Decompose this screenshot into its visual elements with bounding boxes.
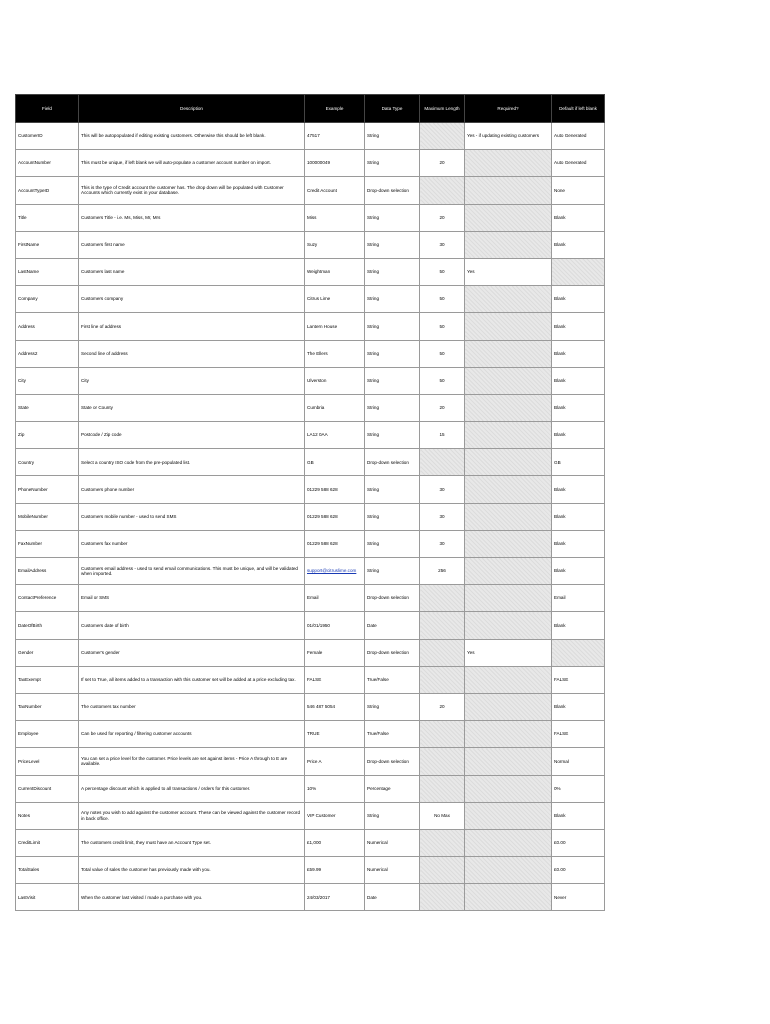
- field-cell: CreditLimit: [16, 829, 79, 856]
- table-row: [16, 449, 605, 476]
- field-cell: Zip: [16, 422, 79, 449]
- max-length-cell: 256: [420, 558, 465, 585]
- description-cell: The customers credit limit, they must have an Account Type set.: [79, 829, 305, 856]
- table-row: [16, 150, 605, 177]
- required-cell: [465, 748, 552, 775]
- required-cell: [465, 449, 552, 476]
- table-row: [16, 476, 605, 503]
- required-cell: Yes: [465, 639, 552, 666]
- table-row: [16, 177, 605, 204]
- description-cell: The customers tax number: [79, 693, 305, 720]
- description-cell: When the customer last visited / made a purchase with you.: [79, 884, 305, 911]
- description-cell: Customers mobile number - used to send SMS: [79, 503, 305, 530]
- header-maximum-length: Maximum Length: [420, 95, 465, 123]
- example-cell: 100000049: [305, 150, 365, 177]
- max-length-cell: [420, 585, 465, 612]
- field-cell: Employee: [16, 721, 79, 748]
- default-cell: Blank: [552, 530, 605, 557]
- max-length-cell: [420, 177, 465, 204]
- example-cell: TRUE: [305, 721, 365, 748]
- description-cell: Customers fax number: [79, 530, 305, 557]
- example-cell: [305, 558, 365, 585]
- max-length-cell: [420, 775, 465, 802]
- max-length-cell: [420, 857, 465, 884]
- max-length-cell: No Max: [420, 802, 465, 829]
- table-row: [16, 558, 605, 585]
- max-length-cell: 20: [420, 394, 465, 421]
- description-cell: Customers last name: [79, 258, 305, 285]
- data-type-cell: Date: [365, 884, 420, 911]
- description-cell: Customers email address - used to send email communications. This must be unique, and will be validated when imported.: [79, 558, 305, 585]
- max-length-cell: 20: [420, 150, 465, 177]
- max-length-cell: 50: [420, 286, 465, 313]
- required-cell: [465, 340, 552, 367]
- table-row: [16, 802, 605, 829]
- example-cell: Cumbria: [305, 394, 365, 421]
- default-cell: GB: [552, 449, 605, 476]
- default-cell: Blank: [552, 422, 605, 449]
- table-row: [16, 394, 605, 421]
- field-cell: LastVisit: [16, 884, 79, 911]
- data-type-cell: String: [365, 558, 420, 585]
- required-cell: [465, 286, 552, 313]
- data-type-cell: Drop-down selection: [365, 639, 420, 666]
- required-cell: [465, 829, 552, 856]
- max-length-cell: [420, 639, 465, 666]
- example-cell: 546 487 5054: [305, 693, 365, 720]
- required-cell: Yes: [465, 258, 552, 285]
- example-cell: FALSE: [305, 666, 365, 693]
- example-cell: LA12 0AA: [305, 422, 365, 449]
- description-cell: City: [79, 367, 305, 394]
- example-cell: 01/01/1950: [305, 612, 365, 639]
- description-cell: Customers Title - i.e. Ms, Miss, Mr, Mrs: [79, 204, 305, 231]
- table-row: [16, 503, 605, 530]
- max-length-cell: 30: [420, 503, 465, 530]
- field-cell: ContactPreference: [16, 585, 79, 612]
- header-row: [16, 95, 605, 123]
- example-cell: 24/03/2017: [305, 884, 365, 911]
- max-length-cell: 50: [420, 313, 465, 340]
- default-cell: Blank: [552, 503, 605, 530]
- description-cell: Postcode / Zip code: [79, 422, 305, 449]
- required-cell: [465, 857, 552, 884]
- description-cell: Can be used for reporting / filtering customer accounts: [79, 721, 305, 748]
- example-cell: 01229 588 628: [305, 476, 365, 503]
- description-cell: Customer's gender: [79, 639, 305, 666]
- field-cell: LastName: [16, 258, 79, 285]
- required-cell: [465, 721, 552, 748]
- field-cell: AccountTypeID: [16, 177, 79, 204]
- data-type-cell: String: [365, 422, 420, 449]
- required-cell: [465, 204, 552, 231]
- field-cell: PhoneNumber: [16, 476, 79, 503]
- max-length-cell: 30: [420, 231, 465, 258]
- default-cell: Auto Generated: [552, 123, 605, 150]
- field-cell: PriceLevel: [16, 748, 79, 775]
- required-cell: [465, 313, 552, 340]
- max-length-cell: 50: [420, 367, 465, 394]
- description-cell: Customers company: [79, 286, 305, 313]
- data-type-cell: String: [365, 258, 420, 285]
- field-cell: Company: [16, 286, 79, 313]
- max-length-cell: [420, 829, 465, 856]
- default-cell: Blank: [552, 340, 605, 367]
- default-cell: [552, 639, 605, 666]
- table-row: [16, 857, 605, 884]
- description-cell: If set to True, all items added to a transaction with this customer set will be added at a price excluding tax.: [79, 666, 305, 693]
- required-cell: [465, 666, 552, 693]
- default-cell: Blank: [552, 204, 605, 231]
- required-cell: [465, 150, 552, 177]
- field-cell: TaxExempt: [16, 666, 79, 693]
- default-cell: FALSE: [552, 721, 605, 748]
- header-data-type: Data Type: [365, 95, 420, 123]
- required-cell: [465, 503, 552, 530]
- max-length-cell: [420, 666, 465, 693]
- header-description: Description: [79, 95, 305, 123]
- required-cell: [465, 476, 552, 503]
- max-length-cell: [420, 612, 465, 639]
- default-cell: Blank: [552, 612, 605, 639]
- field-cell: EmailAddress: [16, 558, 79, 585]
- data-type-cell: String: [365, 802, 420, 829]
- required-cell: [465, 884, 552, 911]
- description-cell: Email or SMS: [79, 585, 305, 612]
- default-cell: Email: [552, 585, 605, 612]
- header-required: Required?: [465, 95, 552, 123]
- table-row: [16, 422, 605, 449]
- header-example: Example: [305, 95, 365, 123]
- default-cell: 0%: [552, 775, 605, 802]
- required-cell: [465, 612, 552, 639]
- description-cell: Customers phone number: [79, 476, 305, 503]
- example-cell: Weightman: [305, 258, 365, 285]
- email-link[interactable]: support@citruslime.com: [307, 568, 357, 574]
- required-cell: [465, 394, 552, 421]
- example-cell: Miss: [305, 204, 365, 231]
- example-cell: Email: [305, 585, 365, 612]
- table-row: [16, 639, 605, 666]
- data-type-cell: Drop-down selection: [365, 585, 420, 612]
- example-cell: The Ellers: [305, 340, 365, 367]
- data-type-cell: String: [365, 204, 420, 231]
- max-length-cell: [420, 748, 465, 775]
- table-row: [16, 693, 605, 720]
- table-row: [16, 829, 605, 856]
- default-cell: £0.00: [552, 829, 605, 856]
- field-cell: Address: [16, 313, 79, 340]
- max-length-cell: 20: [420, 693, 465, 720]
- field-cell: CurrentDiscount: [16, 775, 79, 802]
- data-type-cell: Numerical: [365, 857, 420, 884]
- table-row: [16, 612, 605, 639]
- description-cell: Any notes you wish to add against the customer account. These can be viewed against the customer record in back office.: [79, 802, 305, 829]
- data-type-cell: Drop-down selection: [365, 748, 420, 775]
- required-cell: [465, 693, 552, 720]
- data-type-cell: Numerical: [365, 829, 420, 856]
- max-length-cell: [420, 123, 465, 150]
- field-cell: Address2: [16, 340, 79, 367]
- required-cell: [465, 802, 552, 829]
- required-cell: [465, 367, 552, 394]
- data-type-cell: String: [365, 150, 420, 177]
- example-cell: Ulverston: [305, 367, 365, 394]
- max-length-cell: 15: [420, 422, 465, 449]
- example-cell: Lantern House: [305, 313, 365, 340]
- default-cell: Blank: [552, 231, 605, 258]
- default-cell: Blank: [552, 394, 605, 421]
- example-cell: £1,000: [305, 829, 365, 856]
- data-type-cell: Percentage: [365, 775, 420, 802]
- max-length-cell: 20: [420, 204, 465, 231]
- data-type-cell: String: [365, 476, 420, 503]
- max-length-cell: [420, 449, 465, 476]
- data-type-cell: String: [365, 313, 420, 340]
- example-cell: 01229 588 628: [305, 503, 365, 530]
- description-cell: State or County: [79, 394, 305, 421]
- field-cell: Title: [16, 204, 79, 231]
- default-cell: Blank: [552, 367, 605, 394]
- example-cell: VIP Customer: [305, 802, 365, 829]
- table-row: [16, 123, 605, 150]
- field-cell: FaxNumber: [16, 530, 79, 557]
- field-cell: TotalSales: [16, 857, 79, 884]
- example-cell: 47517: [305, 123, 365, 150]
- max-length-cell: [420, 721, 465, 748]
- default-cell: £0.00: [552, 857, 605, 884]
- header-field: Field: [16, 95, 79, 123]
- description-cell: Total value of sales the customer has previously made with you.: [79, 857, 305, 884]
- required-cell: [465, 558, 552, 585]
- table-row: [16, 367, 605, 394]
- header-default: Default if left blank: [552, 95, 605, 123]
- default-cell: Normal: [552, 748, 605, 775]
- table-row: [16, 748, 605, 775]
- table-row: [16, 313, 605, 340]
- data-type-cell: String: [365, 693, 420, 720]
- table-row: [16, 258, 605, 285]
- description-cell: You can set a price level for the customer. Price levels are set against items - Price A through to E are available.: [79, 748, 305, 775]
- max-length-cell: 30: [420, 476, 465, 503]
- field-cell: State: [16, 394, 79, 421]
- description-cell: This will be autopopulated if editing existing customers. Otherwise this should be left blank.: [79, 123, 305, 150]
- data-type-cell: String: [365, 286, 420, 313]
- table-row: [16, 340, 605, 367]
- data-type-cell: Drop-down selection: [365, 449, 420, 476]
- description-cell: Second line of address: [79, 340, 305, 367]
- example-cell: Female: [305, 639, 365, 666]
- description-cell: A percentage discount which is applied to all transactions / orders for this customer.: [79, 775, 305, 802]
- default-cell: FALSE: [552, 666, 605, 693]
- data-type-cell: String: [365, 530, 420, 557]
- description-cell: Customers date of birth: [79, 612, 305, 639]
- table-row: [16, 286, 605, 313]
- field-cell: FirstName: [16, 231, 79, 258]
- data-type-cell: String: [365, 367, 420, 394]
- field-cell: Country: [16, 449, 79, 476]
- table-row: [16, 585, 605, 612]
- default-cell: Auto Generated: [552, 150, 605, 177]
- max-length-cell: 30: [420, 530, 465, 557]
- data-type-cell: String: [365, 123, 420, 150]
- field-cell: DateOfBirth: [16, 612, 79, 639]
- description-cell: This is the type of Credit account the customer has. The drop down will be populated with Customer Accounts which currently exist in your database.: [79, 177, 305, 204]
- description-cell: First line of address: [79, 313, 305, 340]
- example-cell: Suzy: [305, 231, 365, 258]
- table-row: [16, 884, 605, 911]
- example-cell: 10%: [305, 775, 365, 802]
- max-length-cell: 50: [420, 340, 465, 367]
- field-cell: Notes: [16, 802, 79, 829]
- description-cell: Select a country ISO code from the pre-populated list.: [79, 449, 305, 476]
- table-row: [16, 204, 605, 231]
- field-cell: AccountNumber: [16, 150, 79, 177]
- data-type-cell: Date: [365, 612, 420, 639]
- field-cell: MobileNumber: [16, 503, 79, 530]
- example-cell: Citrus Lime: [305, 286, 365, 313]
- default-cell: None: [552, 177, 605, 204]
- data-type-cell: String: [365, 503, 420, 530]
- field-cell: City: [16, 367, 79, 394]
- required-cell: Yes - if updating existing customers: [465, 123, 552, 150]
- data-type-cell: True/False: [365, 666, 420, 693]
- default-cell: Blank: [552, 558, 605, 585]
- table-row: [16, 530, 605, 557]
- default-cell: Blank: [552, 313, 605, 340]
- data-type-cell: String: [365, 231, 420, 258]
- default-cell: Blank: [552, 476, 605, 503]
- required-cell: [465, 530, 552, 557]
- field-cell: TaxNumber: [16, 693, 79, 720]
- default-cell: Blank: [552, 286, 605, 313]
- customer-fields-table: [15, 94, 605, 911]
- max-length-cell: 50: [420, 258, 465, 285]
- required-cell: [465, 585, 552, 612]
- default-cell: Blank: [552, 693, 605, 720]
- table-row: [16, 775, 605, 802]
- example-cell: 01229 588 628: [305, 530, 365, 557]
- example-cell: Credit Account: [305, 177, 365, 204]
- default-cell: [552, 258, 605, 285]
- required-cell: [465, 422, 552, 449]
- table-row: [16, 666, 605, 693]
- data-type-cell: True/False: [365, 721, 420, 748]
- field-cell: CustomerID: [16, 123, 79, 150]
- field-cell: Gender: [16, 639, 79, 666]
- max-length-cell: [420, 884, 465, 911]
- required-cell: [465, 231, 552, 258]
- description-cell: Customers first name: [79, 231, 305, 258]
- data-type-cell: String: [365, 340, 420, 367]
- table-row: [16, 721, 605, 748]
- required-cell: [465, 177, 552, 204]
- required-cell: [465, 775, 552, 802]
- table-row: [16, 231, 605, 258]
- example-cell: £59.99: [305, 857, 365, 884]
- default-cell: Never: [552, 884, 605, 911]
- example-cell: Price A: [305, 748, 365, 775]
- data-type-cell: Drop-down selection: [365, 177, 420, 204]
- data-type-cell: String: [365, 394, 420, 421]
- description-cell: This must be unique, if left blank we will auto-populate a customer account number on import.: [79, 150, 305, 177]
- default-cell: Blank: [552, 802, 605, 829]
- example-cell: GB: [305, 449, 365, 476]
